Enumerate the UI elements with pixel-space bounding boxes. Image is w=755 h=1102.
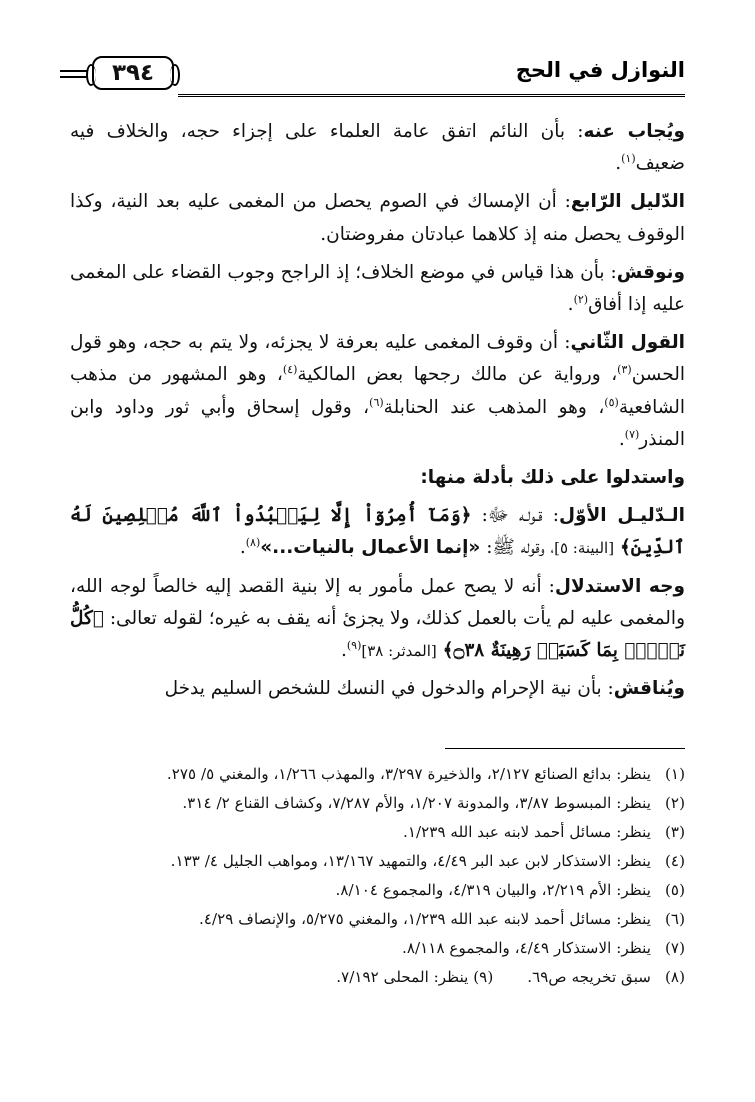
footnote-text: ينظر: المبسوط ٣/٨٧، والمدونة ١/٢٠٧، والأم ٧/٢٨٧، وكشاف القناع ٢/ ٣١٤. — [182, 794, 651, 812]
paragraph-lead: الـدّليـل الأوّل — [558, 505, 685, 527]
paragraph-tail: . — [340, 640, 347, 662]
footnotes — [70, 760, 685, 992]
footnote-text: ينظر: مسائل أحمد لابنه عبد الله ١/٢٣٩. — [403, 823, 651, 841]
paragraph-text: : قـولـه ﷻ: — [471, 505, 559, 527]
footnote-number: (٤) — [664, 852, 685, 870]
paragraph-lead: الدّليل الرّابع — [570, 191, 686, 213]
footnote-ref[interactable]: (٣) — [617, 363, 632, 377]
footnote-pair-text — [70, 963, 651, 992]
footnote-separator — [445, 748, 685, 749]
quran-verse: ﴿وَمَآ أُمِرُوٓاْ إِلَّا لِيَعۡبُدُواْ ٱللَّهَ مُخۡلِصِينَ لَهُ ٱلدِّينَ﴾ — [70, 505, 685, 559]
footnote-number: (٨) — [664, 968, 685, 986]
footnote-number: (٢) — [664, 794, 685, 812]
paragraph-text: ، ورواية عن مالك رجحها بعض المالكية — [297, 364, 618, 386]
footnote-text: ينظر: المحلى ٧/١٩٢. — [336, 968, 469, 986]
paragraph-text: ، وهو المذهب عند الحنابلة — [383, 396, 605, 418]
header-rule — [60, 70, 88, 72]
footnote-text: ينظر: الاستذكار ٤/٤٩، والمجموع ٨/١١٨. — [402, 939, 651, 957]
footnote-ref[interactable]: (٨) — [245, 536, 261, 550]
footnote-ref[interactable]: (١) — [621, 152, 636, 166]
page-header — [60, 52, 685, 100]
footnote — [70, 818, 685, 847]
paragraph-text: ، وهو المشهور من مذهب الشافعية — [70, 364, 685, 418]
main-text — [70, 116, 685, 705]
paragraph-text: ، وقوله ﷺ: — [480, 537, 555, 559]
verse-reference: [المدثر: ٣٨] — [361, 642, 437, 661]
page-number: ٣٩٤ — [92, 56, 174, 90]
footnote-number: (٧) — [664, 939, 685, 957]
footnote-ref[interactable]: (٦) — [369, 395, 384, 409]
footnote-inline — [336, 963, 493, 992]
footnote-number: (١) — [664, 765, 685, 783]
footnote-ref[interactable]: (٢) — [573, 292, 589, 306]
paragraph-text: : بأن النائم اتفق عامة العلماء على إجزاء حجه، والخلاف فيه ضعيف — [70, 121, 685, 175]
footnote-text: ينظر: مسائل أحمد لابنه عبد الله ١/٢٣٩، والمغني ٥/٢٧٥، والإنصاف ٤/٢٩. — [199, 910, 651, 928]
paragraph — [70, 500, 685, 564]
footnote — [70, 876, 685, 905]
hadith-text: «إنما الأعمال بالنيات...» — [260, 537, 481, 559]
paragraph-text: : أن الإمساك في الصوم يحصل من المغمى عليه بعد النية، وكذا الوقوف يحصل منه إذ كلاهما عبادتان مفروضتان. — [70, 191, 685, 245]
paragraph — [70, 186, 685, 250]
paragraph-text: : أنه لا يصح عمل مأمور به إلا بنية القصد إليه خالصاً لوجه الله، والمغمى عليه لم يأت بالعمل كذلك، ولا يجزئ أنه يقف به غيره؛ لقوله تعالى: — [70, 575, 685, 629]
paragraph — [70, 327, 685, 456]
footnote-ref[interactable]: (٥) — [604, 395, 619, 409]
footnote-number: (٩) — [473, 968, 494, 986]
footnote-ref[interactable]: (٧) — [624, 427, 640, 441]
footnote — [70, 905, 685, 934]
footnote-ref[interactable]: (٩) — [346, 638, 362, 652]
paragraph-lead: القول الثّاني — [570, 332, 685, 354]
footnote-number: (٥) — [664, 881, 685, 899]
footnote — [70, 760, 685, 789]
quran-verse: ﴿كُلُّ نَفۡسِۭ بِمَا كَسَبَتۡ رَهِينَةٌ ۝٣٨﴾ — [70, 607, 685, 662]
verse-reference: [البينة: ٥] — [554, 539, 615, 558]
paragraph-lead: وجه الاستدلال — [554, 575, 685, 597]
paragraph-lead: ونوقش — [616, 261, 685, 283]
footnote — [70, 847, 685, 876]
paragraph-text: : أن وقوف المغمى عليه بعرفة لا يجزئه، ولا يتم به حجه، وهو قول الحسن — [70, 332, 685, 386]
footnote-text: ينظر: الاستذكار لابن عبد البر ٤/٤٩، والتمهيد ١٣/١٦٧، ومواهب الجليل ٤/ ١٣٣. — [170, 852, 651, 870]
footnote-text: ينظر: بدائع الصنائع ٢/١٢٧، والذخيرة ٣/٢٩٧، والمهذب ١/٢٦٦، والمغني ٥/ ٢٧٥. — [166, 765, 651, 783]
footnote-number: (٣) — [664, 823, 685, 841]
footnote-ref[interactable]: (٤) — [282, 363, 298, 377]
footnote-pair — [70, 963, 685, 992]
footnote-text: سبق تخريجه ص٦٩. — [527, 968, 651, 986]
paragraph-tail: . — [618, 428, 625, 450]
paragraph-tail: . — [567, 294, 574, 316]
running-title: النوازل في الحج — [515, 58, 685, 82]
paragraph — [70, 571, 685, 668]
paragraph — [70, 116, 685, 180]
header-underline — [178, 94, 685, 97]
paragraph-text: : بأن نية الإحرام والدخول في النسك للشخص السليم يدخل — [164, 678, 614, 700]
header-rule — [60, 76, 88, 78]
paragraph — [70, 257, 685, 321]
paragraph-lead: ويُجاب عنه — [583, 121, 685, 142]
footnote-text: ينظر: الأم ٢/٢١٩، والبيان ٤/٣١٩، والمجموع ٨/١٠٤. — [335, 881, 651, 899]
paragraph-text: : بأن هذا قياس في موضع الخلاف؛ إذ الراجح وجوب القضاء على المغمى عليه إذا أفاق — [70, 261, 685, 316]
paragraph-tail: . — [615, 153, 622, 175]
footnote-number: (٦) — [664, 910, 685, 928]
paragraph-text: ، وقول إسحاق وأبي ثور وداود وابن المنذر — [70, 396, 685, 450]
footnote — [70, 789, 685, 818]
paragraph — [70, 673, 685, 705]
footnote — [70, 934, 685, 963]
paragraph-tail: . — [239, 537, 246, 559]
paragraph — [70, 462, 685, 494]
section-heading: واستدلوا على ذلك بأدلة منها: — [420, 467, 685, 489]
paragraph-lead: ويُناقش — [613, 678, 685, 700]
